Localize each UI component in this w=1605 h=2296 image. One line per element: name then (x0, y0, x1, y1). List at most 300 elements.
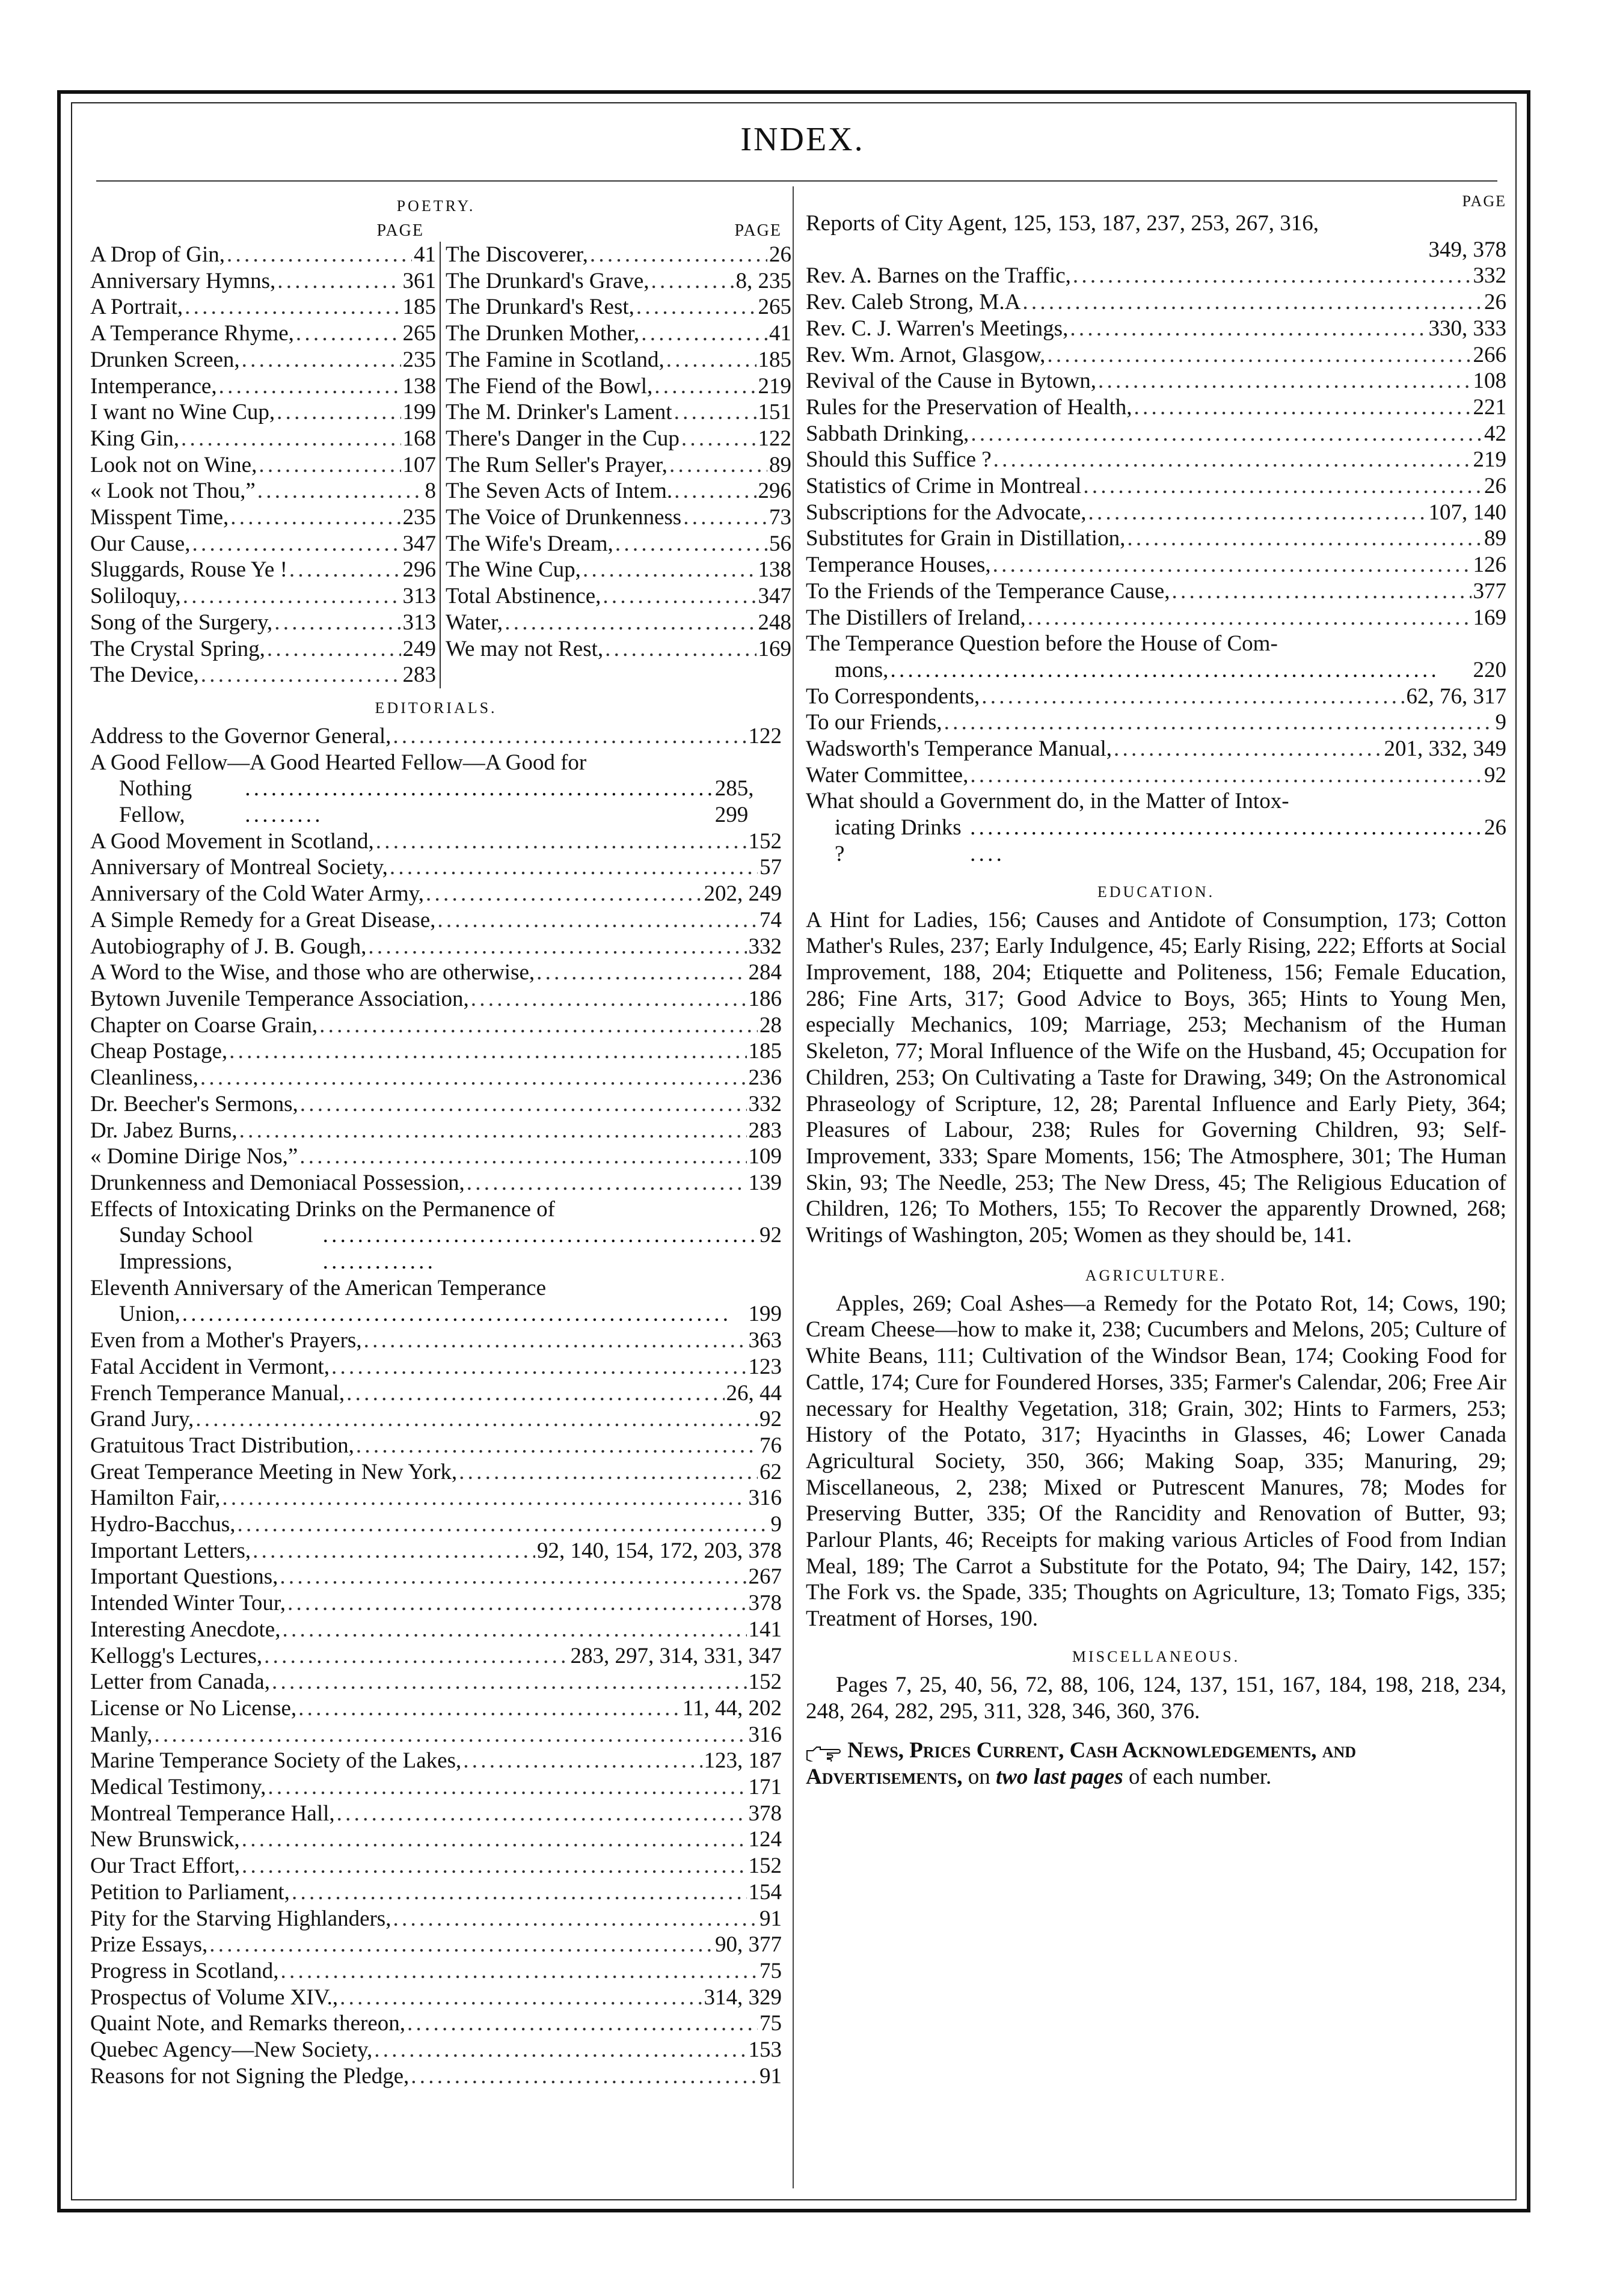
poetry-entry (446, 399, 791, 426)
entry-title: The Seven Acts of Intem. (446, 479, 673, 504)
entry-page: 138 (758, 557, 791, 583)
entry-title: The Drunkard's Rest, (446, 295, 634, 320)
entry-title: Gratuitous Tract Distribution, (90, 1433, 354, 1458)
leader-dots (1088, 500, 1427, 526)
entry-continuation (806, 815, 1506, 867)
entry-title: What should a Government do, in the Matter of Intox- (806, 789, 1289, 814)
leader-dots (411, 2063, 758, 2090)
leader-dots (1083, 473, 1482, 500)
entry-page: 235 (402, 347, 436, 372)
entry-continuation (90, 1301, 782, 1327)
title-rule (96, 180, 1497, 182)
leader-dots (993, 552, 1472, 578)
editorial-entry (90, 1511, 782, 1538)
entry-title: To Correspondents, (806, 684, 980, 709)
leader-dots (209, 1932, 713, 1958)
leader-dots (237, 1511, 769, 1538)
entry-title: Reports of City Agent, 125, 153, 187, 237, 253, 267, 316, (806, 211, 1319, 236)
editorial-entry (90, 1590, 782, 1617)
editorial-entry (90, 1774, 782, 1801)
editorial-entry (90, 2010, 782, 2037)
entry-page: 9 (1495, 710, 1506, 735)
entry-page: 107 (402, 452, 436, 477)
entry-title: The Wife's Dream, (446, 531, 613, 556)
entry-title: King Gin, (90, 426, 179, 451)
entry-page: 62, 76, 317 (1406, 684, 1506, 709)
entry-page: 202, 249 (704, 881, 782, 907)
entry-title: Hydro-Bacchus, (90, 1512, 236, 1537)
leader-dots (282, 1617, 746, 1643)
index-entry (806, 421, 1506, 447)
entry-title: The Fiend of the Bowl, (446, 373, 653, 399)
entry-page: 296 (758, 479, 791, 504)
entry-title: Great Temperance Meeting in New York, (90, 1459, 458, 1484)
entry-title: Quebec Agency—New Society, (90, 2037, 373, 2063)
entry-page: 283 (748, 1118, 782, 1143)
entry-title: Water, (446, 610, 503, 635)
entry-page: 89 (1484, 526, 1506, 551)
poetry-entry (446, 320, 791, 347)
poetry-entry (90, 636, 436, 663)
page-label: PAGE (1462, 192, 1506, 210)
right-column (806, 192, 1506, 1790)
entry-title: A Portrait, (90, 295, 183, 320)
editorial-entry (90, 1275, 782, 1327)
poetry-column-2 (441, 242, 791, 688)
entry-title: Montreal Temperance Hall, (90, 1801, 335, 1826)
entry-title: Should this Suffice ? (806, 447, 992, 473)
entry-page: 347 (758, 584, 791, 609)
leader-dots (1127, 525, 1482, 552)
entry-title: The Rum Seller's Prayer, (446, 452, 667, 477)
entry-page: 221 (1473, 394, 1506, 420)
entry-page: 26 (1484, 815, 1506, 840)
editorial-entry (90, 986, 782, 1012)
editorial-entry (90, 1380, 782, 1407)
entry-title: A Simple Remedy for a Great Disease, (90, 907, 436, 932)
entry-page: 378 (748, 1801, 782, 1826)
entry-page: 126 (1473, 553, 1506, 578)
leader-dots (641, 320, 767, 347)
leader-dots (1047, 342, 1471, 369)
poetry-entry (90, 557, 436, 583)
entry-page: 62 (760, 1459, 782, 1484)
entry-title: Our Cause, (90, 531, 191, 556)
poetry-entry (446, 242, 791, 268)
entry-title: A Good Fellow—A Good Hearted Fellow—A Good for (90, 750, 587, 775)
entry-page: 11, 44, 202 (682, 1695, 782, 1721)
entry-title: Anniversary of Montreal Society, (90, 855, 388, 880)
editorial-entry (90, 1748, 782, 1774)
editorial-entry (90, 1485, 782, 1511)
leader-dots (230, 504, 400, 531)
entry-page: 267 (748, 1564, 782, 1590)
entry-page: 283 (402, 663, 436, 688)
editorial-entry (90, 1433, 782, 1459)
poetry-entry (446, 504, 791, 531)
entry-page: 152 (748, 1854, 782, 1879)
entry-page: 92, 140, 154, 172, 203, 378 (537, 1538, 782, 1563)
entry-page: 330, 333 (1428, 316, 1506, 341)
entry-page: 199 (748, 1302, 782, 1327)
index-entry (806, 736, 1506, 762)
entry-title: Anniversary Hymns, (90, 268, 276, 293)
editorial-entry (90, 1906, 782, 1932)
index-entry (806, 762, 1506, 789)
leader-dots (300, 1091, 747, 1118)
entry-title: Letter from Canada, (90, 1670, 270, 1695)
editorial-entry (90, 1826, 782, 1853)
entry-page: 141 (748, 1617, 782, 1642)
leader-dots (200, 1065, 747, 1091)
entry-title: A Drop of Gin, (90, 242, 226, 267)
entry-page: 199 (402, 400, 436, 425)
leader-dots (319, 1012, 758, 1039)
leader-dots (280, 1564, 746, 1590)
poetry-entry (90, 504, 436, 531)
index-entry (806, 210, 1506, 263)
editorial-entry (90, 1354, 782, 1380)
poetry-entry (446, 531, 791, 557)
entry-page: 123 (748, 1354, 782, 1379)
miscellaneous-text: Pages 7, 25, 40, 56, 72, 88, 106, 124, 137, 151, 167, 184, 198, 218, 234, 248, 264, 282, 295, 311, 328, 346, 360, 376. (806, 1672, 1506, 1724)
leader-dots (1073, 263, 1472, 289)
index-entry (806, 368, 1506, 394)
poetry-entry (446, 557, 791, 583)
entry-title: « Look not Thou,” (90, 479, 256, 504)
leader-dots (1070, 316, 1426, 342)
leader-dots (323, 1222, 758, 1275)
entry-page: 248 (758, 610, 791, 635)
leader-dots (239, 1118, 747, 1144)
entry-title: New Brunswick, (90, 1827, 240, 1852)
leader-dots (185, 294, 400, 320)
leader-dots (257, 478, 423, 504)
editorial-entry (90, 1038, 782, 1065)
entry-page: 91 (760, 2063, 782, 2089)
index-entry (806, 684, 1506, 710)
leader-dots (298, 1695, 681, 1722)
editorial-entry (90, 1118, 782, 1144)
leader-dots (970, 815, 1482, 867)
entry-page: 361 (402, 268, 436, 293)
entry-page: 249 (402, 636, 436, 661)
poetry-page-labels (90, 221, 782, 240)
column-divider (793, 186, 794, 2188)
leader-dots (182, 1301, 747, 1327)
leader-dots (272, 1669, 747, 1695)
leader-dots (666, 347, 756, 373)
leader-dots (390, 854, 758, 881)
leader-dots (590, 242, 767, 268)
leader-dots (259, 452, 400, 479)
entry-page: 138 (402, 373, 436, 399)
leader-dots (277, 268, 400, 295)
leader-dots (299, 1143, 746, 1170)
entry-title: French Temperance Manual, (90, 1380, 345, 1406)
entry-page: 90, 377 (715, 1932, 782, 1958)
entry-title: Prospectus of Volume XIV., (90, 1985, 339, 2010)
entry-title-continued: Nothing Fellow, (119, 776, 192, 828)
leader-dots (583, 557, 756, 583)
entry-page: 8 (425, 479, 436, 504)
leader-dots (245, 776, 713, 828)
entry-title: I want no Wine Cup, (90, 400, 275, 425)
entry-title: Reasons for not Signing the Pledge, (90, 2063, 410, 2089)
entry-title: Anniversary of the Cold Water Army, (90, 881, 424, 907)
poetry-entry (90, 320, 436, 347)
entry-page: 169 (758, 636, 791, 661)
poetry-entry (90, 373, 436, 400)
entry-page: 8, 235 (735, 268, 791, 293)
index-entry (806, 447, 1506, 473)
education-heading: EDUCATION. (1097, 883, 1215, 901)
editorial-entry (90, 1170, 782, 1196)
agriculture-text: Apples, 269; Coal Ashes—a Remedy for the Potato Rot, 14; Cows, 190; Cream Cheese—how to make it, 238; Cucumbers and Melons, 205; Culture of White Beans, 111; Cultivation of the Windsor Bean, 174; Cooking Food for Cattle, 174; Cure for Foundered Horses, 335; Farmer's Calendar, 206; Free Air necessary for Healthy Vegetation, 318; Grain, 302; Hints to Farmers, 253; History of the Potato, 317; Hyacinths in Glasses, 46; Lower Canada Agricultural Society, 350, 366; Making Soap, 335; Manuring, 29; Miscellaneous, 2, 238; Mixed or Putrescent Manures, 78; Modes for Preserving Butter, 335; Of the Rancidity and Renovation of Butter, 93; Parlour Plants, 46; Receipts for making various Articles of Food from Indian Meal, 189; The Carrot a Substitute for the Potato, 94; The Dairy, 142, 157; The Fork vs. the Spade, 335; Thoughts on Agriculture, 13; Tomato Figs, 335; Treatment of Horses, 190. (806, 1291, 1506, 1632)
entry-title: « Domine Dirige Nos,” (90, 1144, 298, 1169)
entry-page: 154 (748, 1879, 782, 1905)
entry-title: The M. Drinker's Lament (446, 400, 672, 425)
entry-page: 151 (758, 400, 791, 425)
leader-dots (201, 662, 401, 688)
leader-dots (195, 1406, 758, 1433)
entry-title: Drunken Screen, (90, 347, 240, 372)
editorial-entry (90, 1722, 782, 1748)
leader-dots (264, 1643, 568, 1670)
entry-page: 265 (402, 321, 436, 346)
entry-title: Manly, (90, 1722, 153, 1747)
entry-page: 283, 297, 314, 331, 347 (570, 1643, 782, 1668)
page-label: PAGE (734, 221, 782, 240)
poetry-heading: POETRY. (396, 197, 476, 215)
entry-title: Statistics of Crime in Montreal (806, 474, 1082, 499)
entry-page: 186 (748, 986, 782, 1011)
entry-page: 56 (769, 531, 791, 556)
index-entry (806, 316, 1506, 342)
poetry-entry (446, 268, 791, 295)
leader-dots (268, 1774, 746, 1801)
entry-title: Cleanliness, (90, 1065, 198, 1091)
editorial-entry (90, 934, 782, 960)
pointing-hand-icon (806, 1743, 842, 1762)
poetry-entry (446, 636, 791, 663)
entry-title-continued: icating Drinks ? (835, 815, 962, 866)
right-index-list (806, 210, 1506, 868)
entry-continuation (806, 657, 1506, 684)
leader-dots (346, 1380, 724, 1407)
entry-page: 313 (402, 584, 436, 609)
poetry-entry (90, 242, 436, 268)
poetry-entry (90, 610, 436, 636)
entry-title: There's Danger in the Cup (446, 426, 680, 451)
entry-title: A Temperance Rhyme, (90, 321, 294, 346)
editorial-entry (90, 1853, 782, 1879)
leader-dots (287, 1590, 747, 1617)
entry-page: 219 (758, 373, 791, 399)
entry-page: 152 (748, 828, 782, 854)
poetry-entry (90, 426, 436, 452)
agriculture-heading: AGRICULTURE. (1085, 1266, 1227, 1284)
leader-dots (183, 583, 401, 610)
entry-page: 185 (748, 1039, 782, 1064)
entry-title-continued: 349, 378 (1428, 237, 1506, 262)
index-entry (806, 605, 1506, 631)
entry-page: 26, 44 (726, 1380, 782, 1406)
entry-title: Rev. C. J. Warren's Meetings, (806, 316, 1069, 341)
entry-page: 124 (748, 1827, 782, 1852)
entry-title-continued: Sunday School Impressions, (119, 1223, 254, 1275)
leader-dots (181, 426, 401, 452)
leader-dots (292, 1879, 747, 1906)
poetry-entry (90, 662, 436, 688)
editorial-entry (90, 1643, 782, 1670)
index-entry (806, 289, 1506, 316)
entry-page: 41 (414, 242, 436, 267)
miscellaneous-heading: MISCELLANEOUS. (1072, 1647, 1241, 1665)
leader-dots (993, 447, 1472, 473)
entry-page: 266 (1473, 342, 1506, 367)
entry-page: 377 (1473, 578, 1506, 604)
entry-page: 92 (760, 1223, 782, 1248)
editorial-entry (90, 1695, 782, 1722)
entry-title: Interesting Anecdote, (90, 1617, 281, 1642)
entry-title: Water Committee, (806, 762, 969, 788)
poetry-entry (446, 373, 791, 400)
leader-dots (229, 1038, 746, 1065)
leader-dots (681, 426, 756, 452)
entry-title: Total Abstinence, (446, 584, 601, 609)
poetry-entry (446, 294, 791, 320)
leader-dots (471, 986, 747, 1012)
entry-title: To our Friends, (806, 710, 942, 735)
page-title: INDEX. (740, 121, 865, 158)
editorial-entry (90, 1196, 782, 1275)
leader-dots (154, 1722, 746, 1748)
entry-title: Petition to Parliament, (90, 1879, 290, 1905)
entry-title: Address to the Governor General, (90, 723, 391, 748)
poetry-entry (446, 452, 791, 479)
poetry-entry (90, 583, 436, 610)
entry-title: Dr. Beecher's Sermons, (90, 1091, 298, 1116)
entry-title: Grand Jury, (90, 1407, 194, 1432)
entry-title: Look not on Wine, (90, 452, 257, 477)
leader-dots (340, 1985, 702, 2011)
editorial-entry (90, 1801, 782, 1827)
leader-dots (267, 636, 401, 663)
leader-dots (669, 452, 767, 479)
entry-page: 347 (402, 531, 436, 556)
entry-title: Our Tract Effort, (90, 1854, 241, 1879)
entry-title-continued: mons, (835, 657, 889, 682)
entry-page: 285, 299 (714, 776, 754, 828)
leader-dots (393, 1906, 758, 1932)
leader-dots (505, 610, 756, 636)
leader-dots (331, 1354, 746, 1380)
leader-dots (605, 636, 756, 663)
notice-mid: on (962, 1764, 996, 1789)
editorials-heading: EDITORIALS. (375, 699, 497, 717)
editorial-entry (90, 1091, 782, 1118)
entry-title: The Wine Cup, (446, 557, 581, 583)
leader-dots (192, 531, 400, 557)
entry-continuation (806, 237, 1506, 263)
entry-page: 75 (760, 2011, 782, 2036)
leader-dots (219, 373, 401, 400)
entry-page: 185 (402, 295, 436, 320)
poetry-column-1 (90, 242, 441, 688)
entry-page: 314, 329 (704, 1985, 782, 2010)
leader-dots (242, 347, 401, 373)
entry-page: 284 (748, 960, 782, 985)
entry-page: 139 (748, 1170, 782, 1195)
editorial-entry (90, 854, 782, 881)
leader-dots (376, 828, 747, 855)
poetry-entry (446, 426, 791, 452)
index-entry (806, 525, 1506, 552)
leader-dots (1171, 578, 1471, 605)
leader-dots (374, 2037, 746, 2063)
entry-page: 92 (1484, 762, 1506, 788)
entry-page: 74 (760, 907, 782, 932)
leader-dots (296, 320, 401, 347)
entry-title: Bytown Juvenile Temperance Association, (90, 986, 469, 1011)
entry-page: 219 (1473, 447, 1506, 473)
entry-title: Quaint Note, and Remarks thereon, (90, 2011, 406, 2036)
entry-title: The Temperance Question before the House of Com- (806, 631, 1278, 657)
leader-dots (356, 1433, 758, 1459)
leader-dots (1134, 394, 1472, 421)
entry-page: 316 (748, 1486, 782, 1511)
entry-continuation (90, 776, 782, 828)
entry-page: 378 (748, 1591, 782, 1616)
editorial-entry (90, 1065, 782, 1091)
entry-title: Fatal Accident in Vermont, (90, 1354, 330, 1379)
leader-dots (407, 2010, 758, 2037)
leader-dots (280, 1958, 758, 1985)
editorial-entry (90, 1985, 782, 2011)
entry-title: Cheap Postage, (90, 1039, 228, 1064)
leader-dots (674, 399, 756, 426)
entry-title: Effects of Intoxicating Drinks on the Permanence of (90, 1196, 555, 1222)
leader-dots (683, 504, 767, 531)
index-entry (806, 342, 1506, 369)
entry-title: Temperance Houses, (806, 553, 991, 578)
entry-page: 91 (760, 1906, 782, 1931)
entry-title: Intemperance, (90, 373, 217, 399)
editorial-entry (90, 1564, 782, 1590)
editorial-entry (90, 750, 782, 828)
entry-page: 92 (760, 1407, 782, 1432)
poetry-entry (90, 452, 436, 479)
entry-continuation (90, 1222, 782, 1275)
leader-dots (463, 1748, 702, 1774)
entry-title: Sluggards, Rouse Ye ! (90, 557, 287, 583)
entry-page: 236 (748, 1065, 782, 1091)
entry-title: Marine Temperance Society of the Lakes, (90, 1748, 462, 1774)
entry-title: Wadsworth's Temperance Manual, (806, 736, 1112, 762)
entry-title: Even from a Mother's Prayers, (90, 1328, 362, 1353)
editorial-entry (90, 1538, 782, 1564)
entry-page: 75 (760, 1959, 782, 1983)
entry-title: Substitutes for Grain in Distillation, (806, 526, 1126, 551)
entry-title: The Distillers of Ireland, (806, 605, 1026, 630)
poetry-entry (90, 347, 436, 373)
leader-dots (222, 1485, 746, 1511)
editorial-entry (90, 1143, 782, 1170)
entry-title: Hamilton Fair, (90, 1486, 221, 1511)
entry-page: 363 (748, 1328, 782, 1353)
leader-dots (971, 421, 1482, 447)
